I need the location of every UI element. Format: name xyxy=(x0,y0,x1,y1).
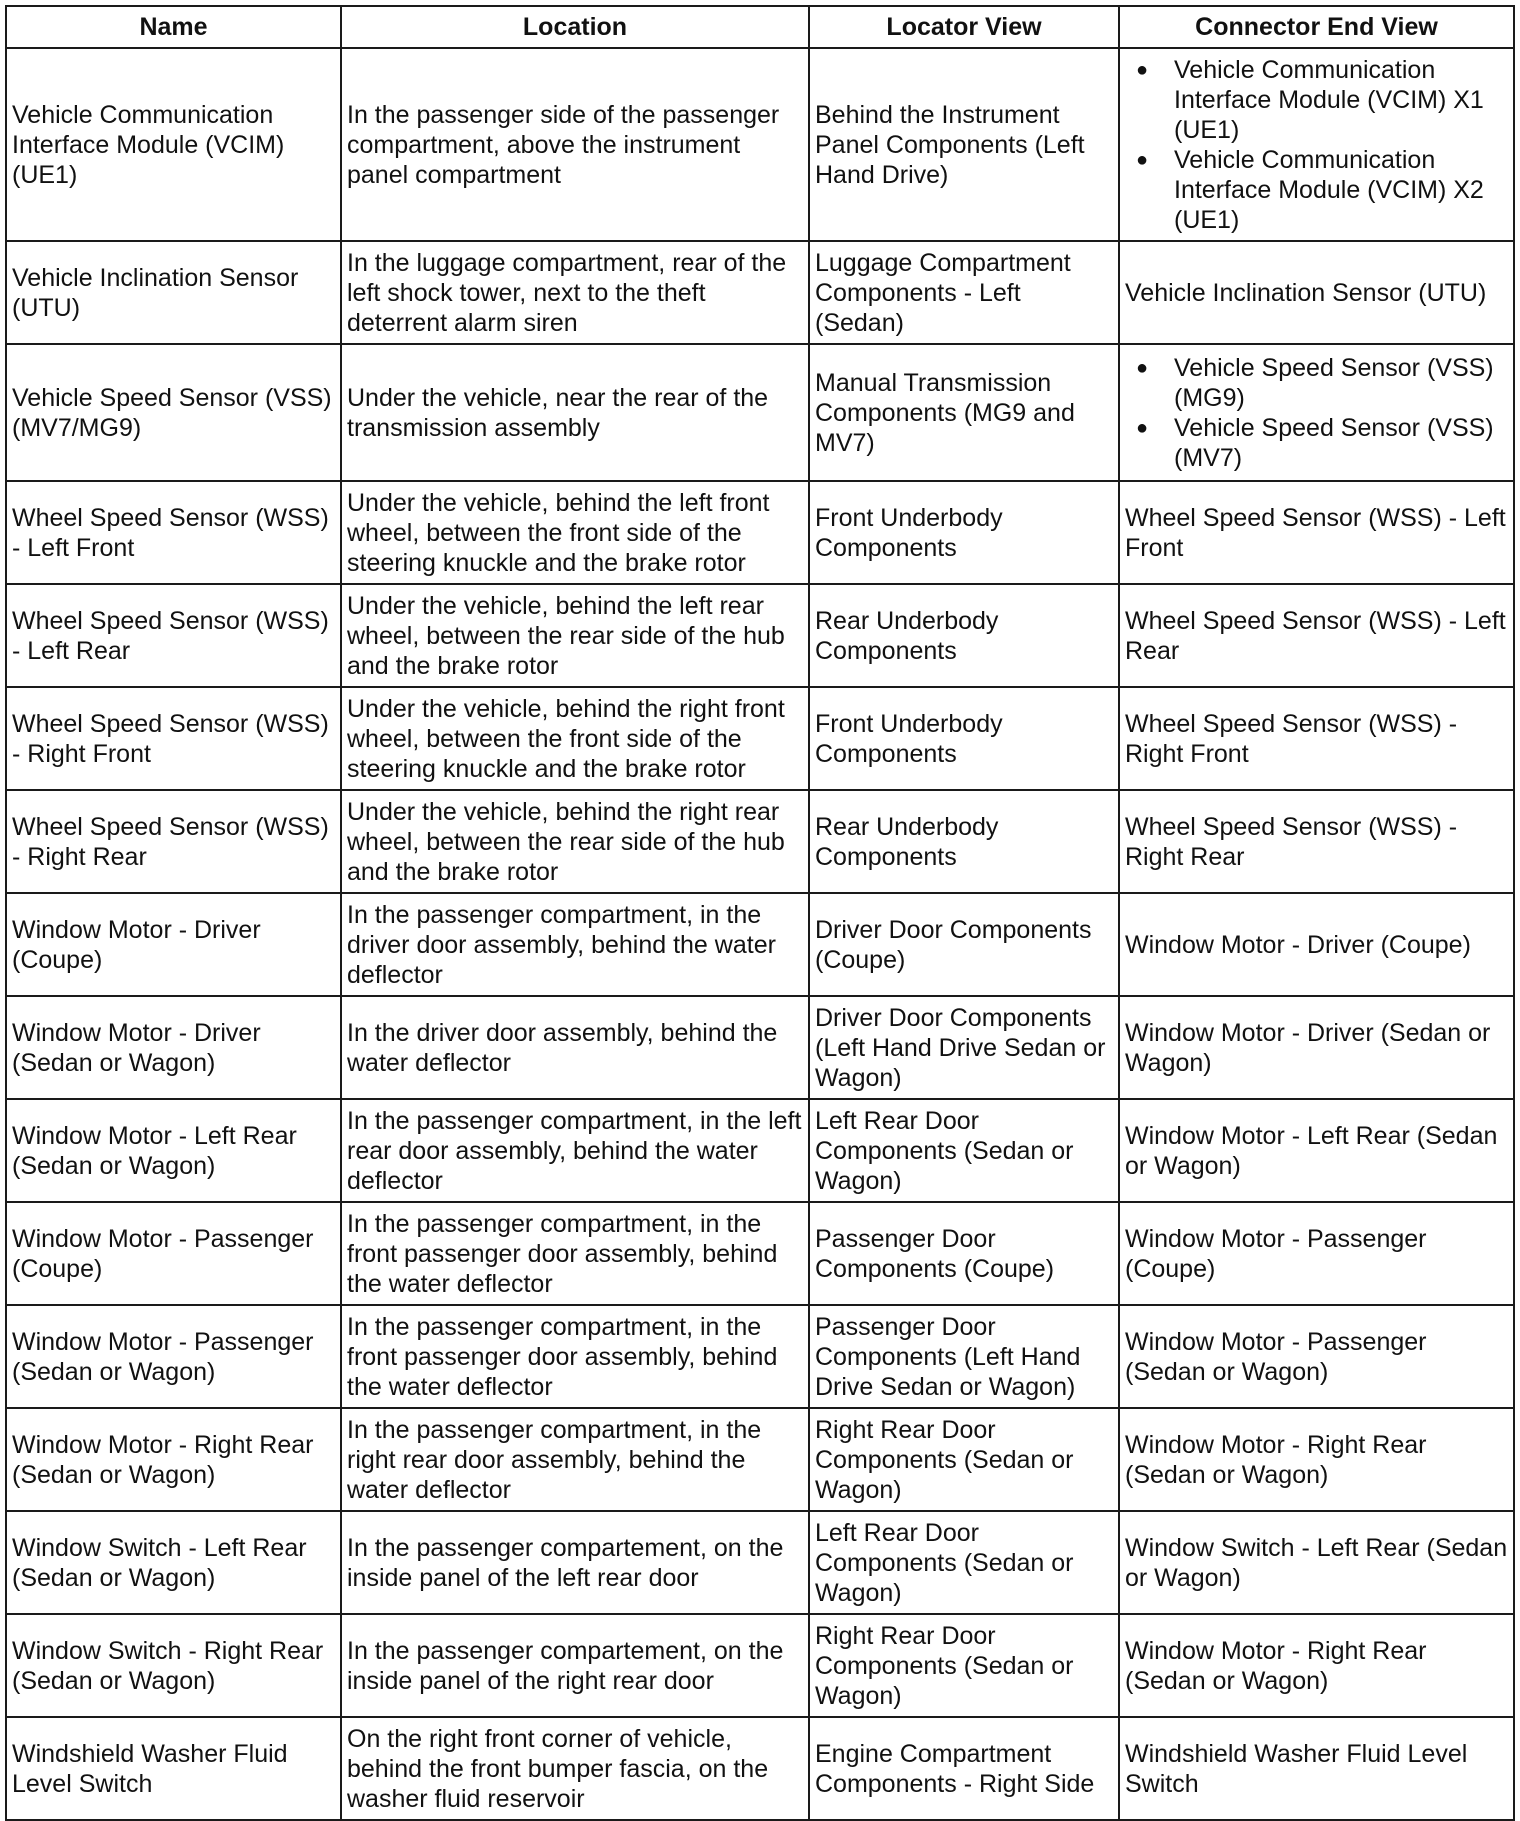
cell-location: Under the vehicle, near the rear of the transmission assembly xyxy=(341,344,809,481)
cell-connector-end-view: Window Motor - Left Rear (Sedan or Wagon) xyxy=(1119,1099,1514,1202)
cell-connector-end-view: Window Motor - Passenger (Sedan or Wagon) xyxy=(1119,1305,1514,1408)
cell-location: Under the vehicle, behind the right rear wheel, between the rear side of the hub and the brake rotor xyxy=(341,790,809,893)
cell-locator-view: Rear Underbody Components xyxy=(809,584,1119,687)
cell-locator-view: Driver Door Components (Left Hand Drive Sedan or Wagon) xyxy=(809,996,1119,1099)
table-row xyxy=(6,1099,1514,1202)
cell-connector-end-view: Vehicle Inclination Sensor (UTU) xyxy=(1119,241,1514,344)
cell-name: Vehicle Inclination Sensor (UTU) xyxy=(6,241,341,344)
cell-name: Wheel Speed Sensor (WSS) - Left Front xyxy=(6,481,341,584)
component-locator-table xyxy=(5,5,1515,1821)
cell-connector-end-view: Wheel Speed Sensor (WSS) - Left Rear xyxy=(1119,584,1514,687)
header-name: Name xyxy=(6,6,341,48)
cell-connector-end-view: Window Motor - Right Rear (Sedan or Wagon) xyxy=(1119,1614,1514,1717)
cell-name: Window Motor - Driver (Coupe) xyxy=(6,893,341,996)
cell-locator-view: Right Rear Door Components (Sedan or Wagon) xyxy=(809,1408,1119,1511)
cell-locator-view: Front Underbody Components xyxy=(809,481,1119,584)
table-row xyxy=(6,687,1514,790)
connector-list-item: ● Vehicle Speed Sensor (VSS) (MV7) xyxy=(1174,413,1508,473)
cell-location: In the passenger compartment, in the front passenger door assembly, behind the water deflector xyxy=(341,1202,809,1305)
cell-name: Window Motor - Right Rear (Sedan or Wagon) xyxy=(6,1408,341,1511)
cell-location: Under the vehicle, behind the left rear wheel, between the rear side of the hub and the brake rotor xyxy=(341,584,809,687)
header-row xyxy=(6,6,1514,48)
connector-list-item: ● Vehicle Speed Sensor (VSS) (MG9) xyxy=(1174,353,1508,413)
header-locator-view: Locator View xyxy=(809,6,1119,48)
cell-location: In the passenger side of the passenger compartment, above the instrument panel compartment xyxy=(341,48,809,241)
cell-name: Window Motor - Driver (Sedan or Wagon) xyxy=(6,996,341,1099)
cell-connector-end-view: Window Motor - Right Rear (Sedan or Wagon) xyxy=(1119,1408,1514,1511)
cell-name: Window Motor - Passenger (Sedan or Wagon) xyxy=(6,1305,341,1408)
table-row xyxy=(6,996,1514,1099)
cell-location: In the passenger compartment, in the front passenger door assembly, behind the water deflector xyxy=(341,1305,809,1408)
cell-name: Window Switch - Left Rear (Sedan or Wagon) xyxy=(6,1511,341,1614)
cell-locator-view: Luggage Compartment Components - Left (Sedan) xyxy=(809,241,1119,344)
cell-locator-view: Left Rear Door Components (Sedan or Wagon) xyxy=(809,1511,1119,1614)
cell-location: In the passenger compartment, in the driver door assembly, behind the water deflector xyxy=(341,893,809,996)
header-connector-end-view: Connector End View xyxy=(1119,6,1514,48)
cell-location: In the passenger compartment, in the right rear door assembly, behind the water deflector xyxy=(341,1408,809,1511)
cell-name: Vehicle Communication Interface Module (VCIM) (UE1) xyxy=(6,48,341,241)
connector-list-item: ● Vehicle Communication Interface Module (VCIM) X1 (UE1) xyxy=(1174,55,1508,145)
header-location: Location xyxy=(341,6,809,48)
cell-locator-view: Behind the Instrument Panel Components (Left Hand Drive) xyxy=(809,48,1119,241)
cell-connector-end-view: Wheel Speed Sensor (WSS) - Left Front xyxy=(1119,481,1514,584)
cell-location: In the luggage compartment, rear of the left shock tower, next to the theft deterrent alarm siren xyxy=(341,241,809,344)
table-row xyxy=(6,584,1514,687)
cell-connector-end-view: Window Switch - Left Rear (Sedan or Wagon) xyxy=(1119,1511,1514,1614)
table-row xyxy=(6,790,1514,893)
cell-location: In the passenger compartement, on the inside panel of the left rear door xyxy=(341,1511,809,1614)
cell-locator-view: Passenger Door Components (Coupe) xyxy=(809,1202,1119,1305)
cell-locator-view: Front Underbody Components xyxy=(809,687,1119,790)
connector-list xyxy=(1125,353,1508,473)
cell-name: Windshield Washer Fluid Level Switch xyxy=(6,1717,341,1820)
cell-connector-end-view xyxy=(1119,48,1514,241)
table-row xyxy=(6,893,1514,996)
cell-name: Window Motor - Left Rear (Sedan or Wagon) xyxy=(6,1099,341,1202)
table-row xyxy=(6,1511,1514,1614)
cell-location: On the right front corner of vehicle, behind the front bumper fascia, on the washer fluid reservoir xyxy=(341,1717,809,1820)
cell-name: Wheel Speed Sensor (WSS) - Right Front xyxy=(6,687,341,790)
cell-location: Under the vehicle, behind the right front wheel, between the front side of the steering knuckle and the brake rotor xyxy=(341,687,809,790)
cell-connector-end-view: Window Motor - Passenger (Coupe) xyxy=(1119,1202,1514,1305)
table-row xyxy=(6,1305,1514,1408)
cell-name: Window Switch - Right Rear (Sedan or Wagon) xyxy=(6,1614,341,1717)
cell-name: Vehicle Speed Sensor (VSS) (MV7/MG9) xyxy=(6,344,341,481)
cell-location: In the passenger compartment, in the left rear door assembly, behind the water deflector xyxy=(341,1099,809,1202)
cell-locator-view: Right Rear Door Components (Sedan or Wagon) xyxy=(809,1614,1119,1717)
table-row xyxy=(6,1717,1514,1820)
cell-locator-view: Engine Compartment Components - Right Side xyxy=(809,1717,1119,1820)
cell-name: Wheel Speed Sensor (WSS) - Right Rear xyxy=(6,790,341,893)
cell-connector-end-view: Window Motor - Driver (Sedan or Wagon) xyxy=(1119,996,1514,1099)
table-row xyxy=(6,1408,1514,1511)
connector-list xyxy=(1125,55,1508,235)
cell-locator-view: Passenger Door Components (Left Hand Drive Sedan or Wagon) xyxy=(809,1305,1119,1408)
table-row xyxy=(6,344,1514,481)
cell-name: Window Motor - Passenger (Coupe) xyxy=(6,1202,341,1305)
table-row xyxy=(6,48,1514,241)
cell-locator-view: Manual Transmission Components (MG9 and MV7) xyxy=(809,344,1119,481)
cell-locator-view: Driver Door Components (Coupe) xyxy=(809,893,1119,996)
table-row xyxy=(6,1614,1514,1717)
table-row xyxy=(6,481,1514,584)
cell-connector-end-view: Wheel Speed Sensor (WSS) - Right Front xyxy=(1119,687,1514,790)
cell-locator-view: Rear Underbody Components xyxy=(809,790,1119,893)
cell-locator-view: Left Rear Door Components (Sedan or Wagon) xyxy=(809,1099,1119,1202)
cell-connector-end-view: Window Motor - Driver (Coupe) xyxy=(1119,893,1514,996)
cell-location: In the driver door assembly, behind the water deflector xyxy=(341,996,809,1099)
cell-location: In the passenger compartement, on the inside panel of the right rear door xyxy=(341,1614,809,1717)
cell-connector-end-view: Windshield Washer Fluid Level Switch xyxy=(1119,1717,1514,1820)
cell-name: Wheel Speed Sensor (WSS) - Left Rear xyxy=(6,584,341,687)
table-row xyxy=(6,1202,1514,1305)
cell-connector-end-view xyxy=(1119,344,1514,481)
table-row xyxy=(6,241,1514,344)
cell-location: Under the vehicle, behind the left front wheel, between the front side of the steering knuckle and the brake rotor xyxy=(341,481,809,584)
connector-list-item: ● Vehicle Communication Interface Module (VCIM) X2 (UE1) xyxy=(1174,145,1508,235)
cell-connector-end-view: Wheel Speed Sensor (WSS) - Right Rear xyxy=(1119,790,1514,893)
